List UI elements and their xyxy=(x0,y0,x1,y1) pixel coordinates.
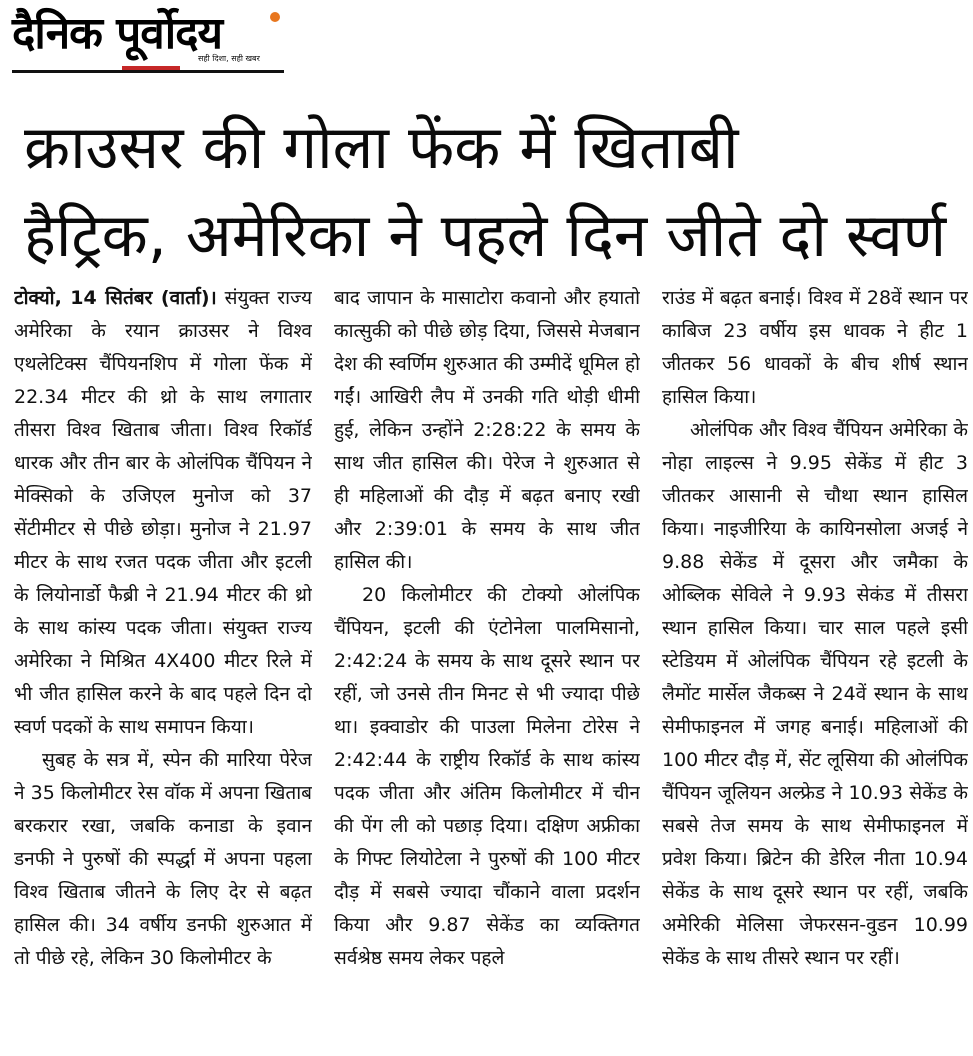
article-paragraph: बाद जापान के मासाटोरा कवानो और हयातो कात्सुकी को पीछे छोड़ दिया, जिससे मेजबान देश की स्वर्णिम शुरुआत की उम्मीदें धूमिल हो गईं। आखिरी लैप में उनकी गति थोड़ी धीमी हुई, लेकिन उन्होंने 2:28:22 के समय के साथ जीत हासिल की। पेरेज ने शुरुआत से ही महिलाओं की दौड़ में बढ़त बनाए रखी और 2:39:01 के समय के साथ जीत हासिल की। xyxy=(334,287,640,573)
article-headline xyxy=(24,104,964,280)
headline-line-2: हैट्रिक, अमेरिका ने पहले दिन जीते दो स्वर्ण xyxy=(24,201,947,271)
logo-dot-icon xyxy=(270,12,280,22)
article-paragraph: सुबह के सत्र में, स्पेन की मारिया पेरेज ने 35 किलोमीटर रेस वॉक में अपना खिताब बरकरार रखा, जबकि कनाडा के इवान डनफी ने पुरुषों की स्पर्द्धा में अपना पहला विश्व खिताब जीतने के लिए देर से बढ़त हासिल की। 34 वर्षीय डनफी शुरुआत में तो पीछे रहे, लेकिन 30 किलोमीटर के xyxy=(14,749,312,969)
article-column-3 xyxy=(662,282,968,1048)
paragraph-text: संयुक्त राज्य अमेरिका के रयान क्राउसर ने विश्व एथलेटिक्स चैंपियनशिप में गोला फेंक में 22.34 मीटर की थ्रो के साथ लगातार तीसरा विश्व खिताब जीता। विश्व रिकॉर्ड धारक और तीन बार के ओलंपिक चैंपियन ने मेक्सिको के उजिएल मुनोज को 37 सेंटीमीटर से पीछे छोड़ा। मुनोज ने 21.97 मीटर के साथ रजत पदक जीता और इटली के लियोनार्डो फैब्री ने 21.94 मीटर की थ्रो के साथ कांस्य पदक जीता। संयुक्त राज्य अमेरिका ने मिश्रित 4X400 मीटर रिले में भी जीत हासिल करने के बाद पहले दिन दो स्वर्ण पदकों के साथ समापन किया। xyxy=(14,287,312,738)
article-column-1 xyxy=(14,282,312,1048)
article-paragraph: ओलंपिक और विश्व चैंपियन अमेरिका के नोहा लाइल्स ने 9.95 सेकेंड में हीट 3 जीतकर आसानी से चौथा स्थान हासिल किया। नाइजीरिया के कायिनसोला अजई ने 9.88 सेकेंड में दूसरा और जमैका के ओब्लिक सेविले ने 9.93 सेकंड में तीसरा स्थान हासिल किया। चार साल पहले इसी स्टेडियम में ओलंपिक चैंपियन रहे इटली के लैमोंट मार्सेल जैकब्स ने 24वें स्थान के साथ सेमीफाइनल में जगह बनाई। महिलाओं की 100 मीटर दौड़ में, सेंट लूसिया की ओलंपिक चैंपियन जूलियन अल्फ्रेड ने 10.93 सेकेंड के सबसे तेज समय के साथ सेमीफाइनल में प्रवेश किया। ब्रिटेन की डेरिल नीता 10.94 सेकेंड के साथ दूसरे स्थान पर रहीं, जबकि अमेरिकी मेलिसा जेफरसन-वुडन 10.99 सेकेंड के साथ तीसरे स्थान पर रहीं। xyxy=(662,419,968,969)
masthead-rule xyxy=(12,70,284,73)
article-paragraph: 20 किलोमीटर की टोक्यो ओलंपिक चैंपियन, इटली की एंटोनेला पालमिसानो, 2:42:24 के समय के साथ दूसरे स्थान पर रहीं, जो उनसे तीन मिनट से भी ज्यादा पीछे था। इक्वाडोर की पाउला मिलेना टोरेस ने 2:42:44 के राष्ट्रीय रिकॉर्ड के साथ कांस्य पदक जीता और अंतिम किलोमीटर में चीन की पेंग ली को पछाड़ दिया। दक्षिण अफ्रीका के गिफ्ट लियोटेला ने पुरुषों की 100 मीटर दौड़ में सबसे ज्यादा चौंकाने वाला प्रदर्शन किया और 9.87 सेकेंड का व्यक्तिगत सर्वश्रेष्ठ समय लेकर पहले xyxy=(334,584,640,969)
article-column-2 xyxy=(334,282,640,1048)
newspaper-name: दैनिक पूर्वोदय xyxy=(12,8,223,59)
article-paragraph: राउंड में बढ़त बनाई। विश्व में 28वें स्थान पर काबिज 23 वर्षीय इस धावक ने हीट 1 जीतकर 56 धावकों के बीच शीर्ष स्थान हासिल किया। xyxy=(662,287,968,408)
dateline: टोक्यो, 14 सितंबर (वार्ता)। xyxy=(14,287,217,309)
newspaper-tagline: सही दिशा, सही खबर xyxy=(198,54,260,63)
masthead xyxy=(12,6,284,72)
article-paragraph xyxy=(14,282,312,744)
headline-line-1: क्राउसर की गोला फेंक में खिताबी xyxy=(24,113,739,183)
